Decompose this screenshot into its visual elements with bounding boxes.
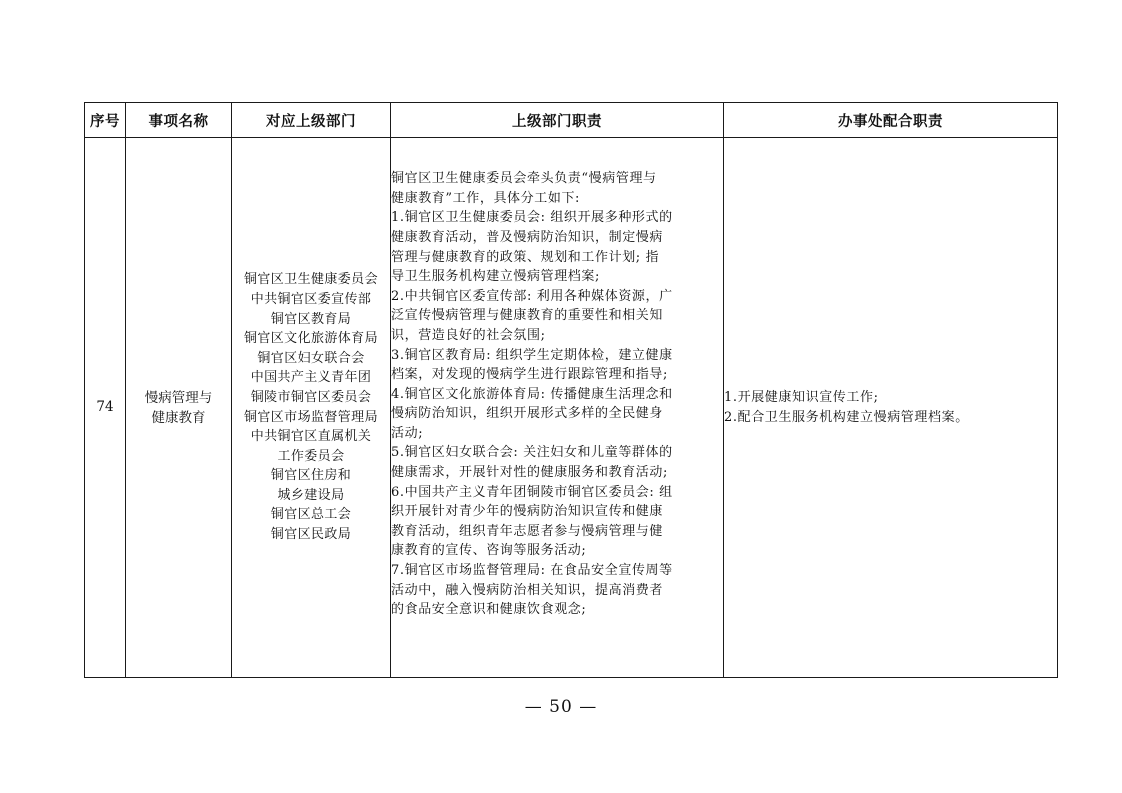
header-item-name: 事项名称	[126, 103, 232, 138]
duty-line: 5.铜官区妇女联合会: 关注妇女和儿童等群体的	[391, 445, 673, 461]
department-line: 铜官区文化旅游体育局	[243, 331, 378, 347]
department-list	[232, 270, 390, 544]
duty-line: 健康需求，开展针对性的健康服务和教育活动;	[391, 465, 668, 481]
duty-line: 活动;	[391, 425, 424, 441]
department-line: 中共铜官区直属机关	[250, 429, 372, 445]
duties-cell	[391, 138, 724, 678]
table-row	[85, 138, 1058, 678]
cooperation-cell	[724, 138, 1058, 678]
header-department: 对应上级部门	[232, 103, 391, 138]
duty-line: 1.铜官区卫生健康委员会: 组织开展多种形式的	[391, 210, 673, 226]
page-number: — 50 —	[524, 697, 598, 717]
duty-line: 慢病防治知识，组织开展形式多样的全民健身	[391, 406, 664, 422]
duty-line: 的食品安全意识和健康饮食观念;	[391, 602, 587, 618]
cooperation-line: 2.配合卫生服务机构建立慢病管理档案。	[724, 409, 969, 425]
item-name-cell	[126, 138, 232, 678]
duty-line: 健康教育”工作，具体分工如下:	[391, 190, 581, 206]
department-line: 中共铜官区委宣传部	[250, 291, 372, 307]
row-index-cell	[85, 138, 126, 678]
duty-line: 3.铜官区教育局: 组织学生定期体检，建立健康	[391, 347, 673, 363]
department-line: 铜官区教育局	[270, 311, 352, 327]
header-office-cooperation: 办事处配合职责	[724, 103, 1058, 138]
department-line: 城乡建设局	[277, 487, 345, 503]
duty-line: 7.铜官区市场监督管理局: 在食品安全宣传周等	[391, 563, 673, 579]
duty-line: 织开展针对青少年的慢病防治知识宣传和健康	[391, 504, 664, 520]
duty-line: 管理与健康教育的政策、规划和工作计划; 指	[391, 249, 660, 265]
department-line: 铜官区市场监督管理局	[243, 409, 378, 425]
duty-line: 导卫生服务机构建立慢病管理档案;	[391, 269, 600, 285]
department-line: 铜官区卫生健康委员会	[243, 272, 378, 288]
duty-line: 活动中，融入慢病防治相关知识，提高消费者	[391, 582, 664, 598]
duty-line: 4.铜官区文化旅游体育局: 传播健康生活理念和	[391, 386, 673, 402]
department-line: 工作委员会	[277, 448, 345, 464]
duty-line: 档案，对发现的慢病学生进行跟踪管理和指导;	[391, 367, 668, 383]
department-line: 铜官区民政局	[270, 527, 352, 543]
department-line: 铜陵市铜官区委员会	[250, 389, 372, 405]
responsibility-table	[84, 102, 1058, 678]
duty-line: 识，营造良好的社会氛围;	[391, 327, 546, 343]
department-line: 中国共产主义青年团	[250, 370, 372, 386]
duty-line: 铜官区卫生健康委员会牵头负责“慢病管理与	[391, 171, 657, 187]
row-index: 74	[96, 398, 114, 415]
item-name-line: 慢病管理与	[144, 389, 213, 406]
cooperation-line: 1.开展健康知识宣传工作;	[724, 389, 879, 405]
duty-line: 健康教育活动，普及慢病防治知识，制定慢病	[391, 229, 664, 245]
duty-line: 6.中国共产主义青年团铜陵市铜官区委员会: 组	[391, 484, 673, 500]
department-line: 铜官区总工会	[270, 507, 352, 523]
item-name-line: 健康教育	[151, 409, 206, 426]
department-line: 铜官区住房和	[270, 468, 352, 484]
duties-text	[391, 167, 723, 648]
department-line: 铜官区妇女联合会	[257, 350, 365, 366]
department-cell	[232, 138, 391, 678]
table-header-row	[85, 103, 1058, 138]
duty-line: 2.中共铜官区委宣传部: 利用各种媒体资源，广	[391, 288, 673, 304]
duty-line: 泛宣传慢病管理与健康教育的重要性和相关知	[391, 308, 664, 324]
header-department-duties: 上级部门职责	[391, 103, 724, 138]
duty-line: 康教育的宣传、咨询等服务活动;	[391, 543, 587, 559]
header-index: 序号	[85, 103, 126, 138]
duty-line: 教育活动，组织青年志愿者参与慢病管理与健	[391, 523, 664, 539]
